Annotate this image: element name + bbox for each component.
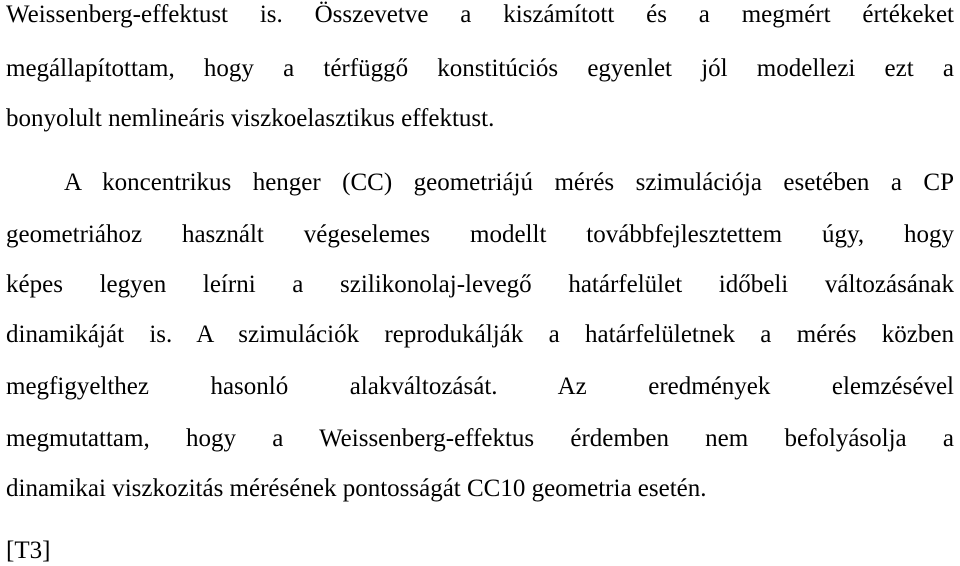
paragraph-2-line-4: dinamikáját is. A szimulációk reprodukálják a határfelületnek a mérés közben <box>6 321 954 348</box>
paragraph-2-line-5: megfigyelthez hasonló alakváltozását. Az eredmények elemzésével <box>6 373 954 400</box>
paragraph-2-line-2: geometriához használt végeselemes modellt továbbfejlesztettem úgy, hogy <box>6 221 954 248</box>
paragraph-1-line-3: bonyolult nemlineáris viszkoelasztikus effektust. <box>6 105 495 132</box>
paragraph-2-line-6: megmutattam, hogy a Weissenberg-effektus érdemben nem befolyásolja a <box>6 425 954 452</box>
paragraph-2-line-3: képes legyen leírni a szilikonolaj-levegő határfelület időbeli változásának <box>6 271 954 298</box>
reference-label: [T3] <box>6 537 51 564</box>
paragraph-1-line-2: megállapítottam, hogy a térfüggő konstitúciós egyenlet jól modellezi ezt a <box>6 55 954 82</box>
paragraph-2-line-7: dinamikai viszkozitás mérésének pontosságát CC10 geometria esetén. <box>6 475 707 502</box>
paragraph-2-line-1: A koncentrikus henger (CC) geometriájú mérés szimulációja esetében a CP <box>64 169 954 196</box>
paragraph-1-line-1: Weissenberg-effektust is. Összevetve a kiszámított és a megmért értékeket <box>6 1 954 28</box>
